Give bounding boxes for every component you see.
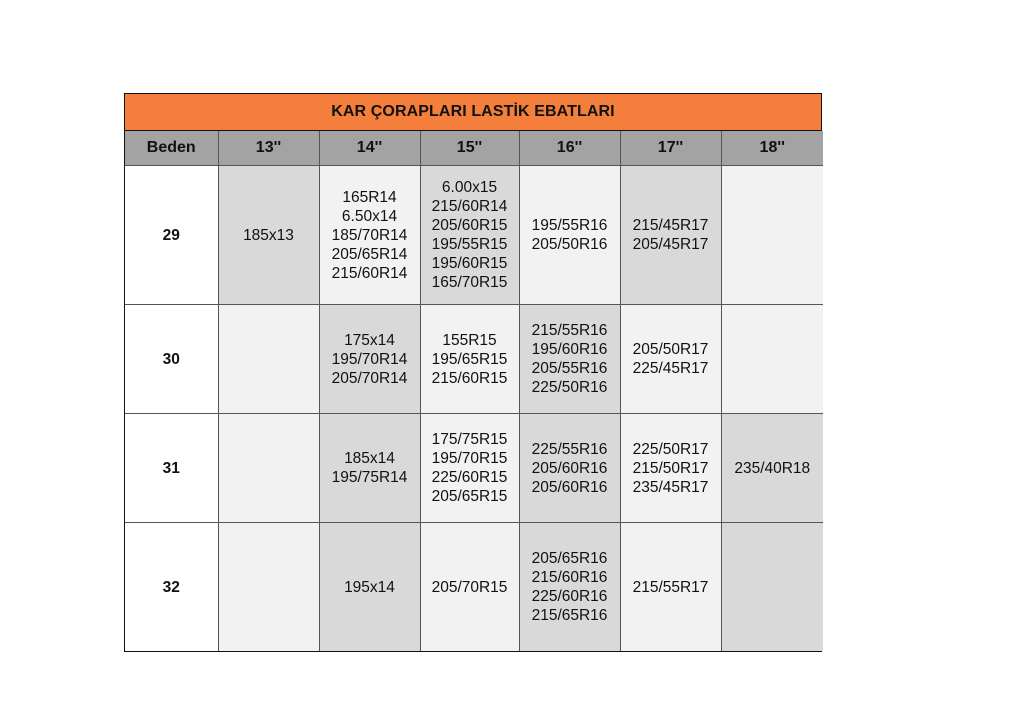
tire-size: 195/75R14 <box>331 469 408 486</box>
tire-size: 195/60R15 <box>431 255 508 272</box>
tire-size: 215/55R17 <box>632 578 709 596</box>
tire-size: 195/65R15 <box>431 350 508 368</box>
tire-size: 205/65R16 <box>531 550 608 567</box>
tire-size: 195x14 <box>344 578 395 596</box>
tire-cell-18 <box>721 523 823 652</box>
tire-size: 195/70R14 <box>331 350 408 368</box>
tire-size: 205/50R16 <box>531 236 608 253</box>
header-beden: Beden <box>125 131 218 166</box>
size-cell: 30 <box>125 305 218 414</box>
tire-size: 205/45R17 <box>632 236 709 253</box>
tire-size: 195/60R16 <box>531 341 608 358</box>
header-17: 17'' <box>620 131 721 166</box>
header-16: 16'' <box>519 131 620 166</box>
tire-size: 195/70R15 <box>431 450 508 467</box>
tire-size: 6.50x14 <box>341 207 398 225</box>
table-row <box>125 523 823 652</box>
tire-size: 215/50R17 <box>632 459 709 477</box>
tire-size: 175x14 <box>344 331 395 349</box>
tire-cell-13 <box>218 166 319 305</box>
tire-cell-15 <box>420 166 519 305</box>
tire-cell-15 <box>420 523 519 652</box>
table-row <box>125 414 823 523</box>
tire-size: 165R14 <box>342 188 397 206</box>
tire-size: 225/50R16 <box>531 379 608 396</box>
tire-cell-18 <box>721 414 823 523</box>
tire-cell-17 <box>620 414 721 523</box>
tire-size: 225/60R16 <box>531 588 608 605</box>
tire-cell-16 <box>519 414 620 523</box>
size-cell: 29 <box>125 166 218 305</box>
tire-size-table <box>124 93 822 652</box>
table-row <box>125 166 823 305</box>
tire-size: 225/55R16 <box>531 440 608 458</box>
tire-size: 205/70R14 <box>331 369 408 387</box>
tire-cell-13 <box>218 414 319 523</box>
tire-size: 195/55R16 <box>531 217 608 234</box>
tire-size: 215/55R16 <box>531 322 608 339</box>
tire-size: 215/45R17 <box>632 217 709 234</box>
tire-size: 215/65R16 <box>531 607 608 624</box>
tire-size: 205/70R15 <box>431 578 508 596</box>
tire-size: 225/45R17 <box>632 360 709 377</box>
header-13: 13'' <box>218 131 319 166</box>
tire-cell-16 <box>519 523 620 652</box>
tire-size: 185x13 <box>243 226 294 244</box>
tire-size: 165/70R15 <box>431 274 508 291</box>
tire-size: 205/60R16 <box>531 459 608 477</box>
tire-size: 185x14 <box>344 450 395 467</box>
tire-size: 205/65R14 <box>331 245 408 263</box>
tire-size: 235/45R17 <box>632 478 709 496</box>
tire-cell-15 <box>420 305 519 414</box>
header-row <box>125 131 823 166</box>
tire-size: 215/60R14 <box>431 198 508 215</box>
size-cell: 31 <box>125 414 218 523</box>
tire-cell-17 <box>620 305 721 414</box>
tire-cell-14 <box>319 305 420 414</box>
tire-size: 195/55R15 <box>431 236 508 253</box>
tire-cell-13 <box>218 305 319 414</box>
tire-size: 205/60R16 <box>531 478 608 496</box>
tire-size: 205/55R16 <box>531 360 608 377</box>
tire-cell-14 <box>319 523 420 652</box>
tire-size: 155R15 <box>442 331 497 349</box>
tire-cell-14 <box>319 414 420 523</box>
header-15: 15'' <box>420 131 519 166</box>
tire-size: 215/60R16 <box>531 569 608 586</box>
size-cell: 32 <box>125 523 218 652</box>
tire-size: 6.00x15 <box>441 179 498 196</box>
table-title: KAR ÇORAPLARI LASTİK EBATLARI <box>125 94 821 131</box>
header-14: 14'' <box>319 131 420 166</box>
tire-size: 205/60R15 <box>431 217 508 234</box>
tire-cell-18 <box>721 305 823 414</box>
tire-cell-15 <box>420 414 519 523</box>
tire-size: 215/60R15 <box>431 369 508 387</box>
tire-size: 215/60R14 <box>331 264 408 282</box>
tire-cell-13 <box>218 523 319 652</box>
tire-size: 175/75R15 <box>431 431 508 448</box>
tire-size: 205/65R15 <box>431 488 508 505</box>
header-18: 18'' <box>721 131 823 166</box>
tire-size: 235/40R18 <box>734 459 811 477</box>
tire-size: 185/70R14 <box>331 226 408 244</box>
tire-cell-17 <box>620 166 721 305</box>
tire-cell-16 <box>519 305 620 414</box>
tire-size: 205/50R17 <box>632 341 709 358</box>
tire-cell-16 <box>519 166 620 305</box>
size-grid <box>125 131 823 651</box>
tire-cell-18 <box>721 166 823 305</box>
table-row <box>125 305 823 414</box>
tire-size: 225/60R15 <box>431 469 508 486</box>
tire-cell-17 <box>620 523 721 652</box>
tire-size: 225/50R17 <box>632 440 709 458</box>
tire-cell-14 <box>319 166 420 305</box>
